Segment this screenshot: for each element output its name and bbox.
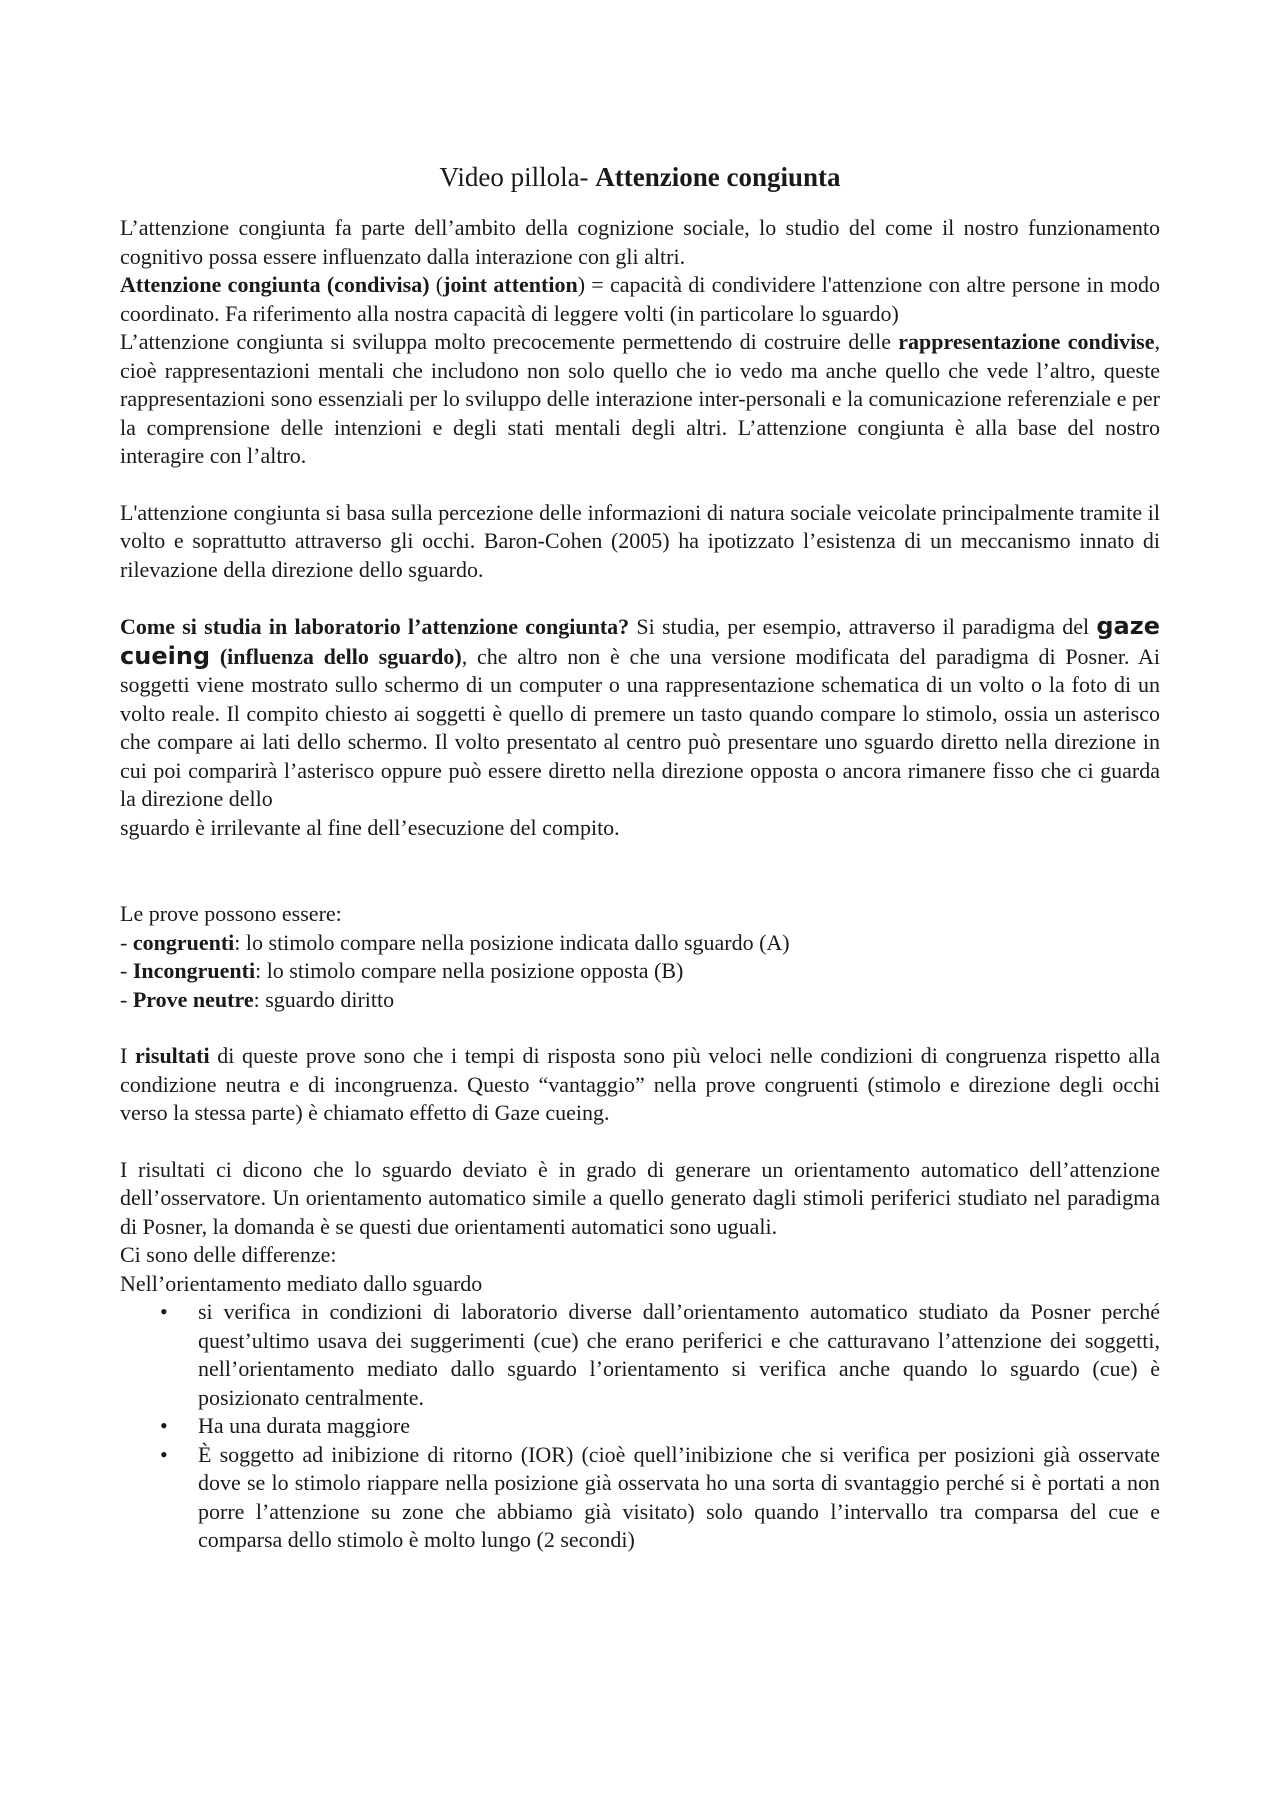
paragraph-orientation: I risultati ci dicono che lo sguardo deviato è in grado di generare un orientamento automatico dell’attenzione dell’osservatore. Un orientamento automatico simile a quello generato dagli stimoli periferici studiato nel paradigma di Posner, la domanda è se questi due orientamenti automatici sono uguali.: [120, 1156, 1160, 1239]
development-bold: rappresentazione condivise: [898, 329, 1155, 354]
list-item: • Ha una durata maggiore: [120, 1412, 1160, 1441]
prove-term: congruenti: [132, 929, 235, 955]
title-normal: Video pillola-: [439, 162, 596, 192]
laboratory-rest: , che altro non è che una versione modificata del paradigma di Posner. Ai soggetti viene mostrato sullo schermo di un computer o una rappresentazione schematica di un volto o la foto di un volto reale. Il compito chiesto ai soggetti è quello di premere un tasto quando compare lo stimolo, ossia un asterisco che compare ai lati dello schermo. Il volto presentato al centro può presentare uno sguardo diretto nella direzione in cui poi comparirà l’asterisco oppure può essere diretto nella direzione opposta o ancora rimanere fisso che ci guarda la direzione dello: [120, 643, 1161, 811]
prove-dash: -: [120, 929, 133, 955]
laboratory-bold2: (influenza dello sguardo): [210, 643, 462, 669]
definition-english: joint attention: [443, 272, 578, 297]
page-title: [120, 160, 1160, 194]
prove-section: [120, 900, 1160, 1014]
results-a: I: [120, 1043, 135, 1068]
results-bold: risultati: [135, 1043, 210, 1068]
development-start: L’attenzione congiunta si sviluppa molto precocemente permettendo di costruire delle: [120, 329, 899, 354]
prove-item: [120, 929, 1160, 958]
prove-item: [120, 986, 1160, 1015]
definition-text: ) = capacità di condividere l'attenzione con altre persone in modo coordinato. Fa riferimento alla nostra capacità di leggere volti (in particolare lo sguardo): [120, 272, 1161, 326]
paragraph-differences: Ci sono delle differenze:: [120, 1242, 337, 1267]
paragraph-perception: L'attenzione congiunta si basa sulla percezione delle informazioni di natura sociale veicolate principalmente tramite il volto e soprattutto attraverso gli occhi. Baron-Cohen (2005) ha ipotizzato l’esistenza di un meccanismo innato di rilevazione della direzione dello sguardo.: [120, 499, 1160, 582]
prove-desc: : lo stimolo compare nella posizione opposta (B): [255, 958, 684, 983]
development-rest: , cioè rappresentazioni mentali che includono non solo quello che io vedo ma anche quello che vede l’altro, queste rappresentazioni sono essenziali per lo sviluppo delle interazione inter-personali e la comunicazione referenziale e per la comprensione delle intenzioni e degli stati mentali degli altri. L’attenzione congiunta è alla base del nostro interagire con l’altro.: [120, 329, 1161, 468]
paragraph-intro: L’attenzione congiunta fa parte dell’ambito della cognizione sociale, lo studio del come il nostro funzionamento cognitivo possa essere influenzato dalla interazione con gli altri.: [120, 215, 1160, 269]
differences-list: [120, 1298, 1160, 1555]
laboratory-a: Si studia, per esempio, attraverso il paradigma del: [629, 614, 1097, 639]
paragraph-laboratory: [120, 612, 1160, 814]
laboratory-question: Come si studia in laboratorio l’attenzione congiunta?: [120, 614, 630, 639]
list-item: • si verifica in condizioni di laboratorio diverse dall’orientamento automatico studiato da Posner perché quest’ultimo usava dei suggerimenti (cue) che erano periferici e che catturavano l’attenzione dei soggetti, nell’orientamento mediato dallo sguardo l’orientamento si verifica anche quando lo sguardo (cue) è posizionato centralmente.: [120, 1298, 1160, 1412]
definition-term: Attenzione congiunta (condivisa): [120, 272, 430, 297]
title-bold: Attenzione congiunta: [595, 162, 841, 192]
results-rest: di queste prove sono che i tempi di risposta sono più veloci nelle condizioni di congruenza rispetto alla condizione neutra e di incongruenza. Questo “vantaggio” nella prove congruenti (stimolo e direzione degli occhi verso la stessa parte) è chiamato effetto di Gaze cueing.: [120, 1043, 1160, 1125]
prove-desc: : sguardo diritto: [253, 986, 395, 1012]
definition-paren: (: [429, 272, 444, 297]
prove-term: Prove neutre: [132, 986, 254, 1012]
prove-intro: Le prove possono essere:: [120, 901, 342, 926]
prove-item: [120, 957, 1160, 986]
prove-dash: -: [120, 958, 133, 983]
list-item: • È soggetto ad inibizione di ritorno (IOR) (cioè quell’inibizione che si verifica per posizioni già osservate dove se lo stimolo riappare nella posizione già osservata ho una sorta di svantaggio perché si è portati a non porre l’attenzione su zone che abbiamo già visitato) solo quando l’intervallo tra comparsa del cue e comparsa dello stimolo è molto lungo (2 secondi): [120, 1441, 1160, 1555]
gaze-cueing-term: gaze cueing: [120, 612, 1160, 670]
paragraph-development: [120, 328, 1160, 471]
prove-desc: : lo stimolo compare nella posizione indicata dallo sguardo (A): [234, 929, 790, 955]
prove-term: Incongruenti: [132, 958, 256, 983]
paragraph-definition: [120, 271, 1160, 328]
paragraph-gaze-mediated: Nell’orientamento mediato dallo sguardo: [120, 1270, 483, 1296]
paragraph-laboratory-last: sguardo è irrilevante al fine dell’esecuzione del compito.: [120, 814, 620, 840]
paragraph-results: [120, 1042, 1160, 1128]
prove-dash: -: [120, 986, 133, 1012]
